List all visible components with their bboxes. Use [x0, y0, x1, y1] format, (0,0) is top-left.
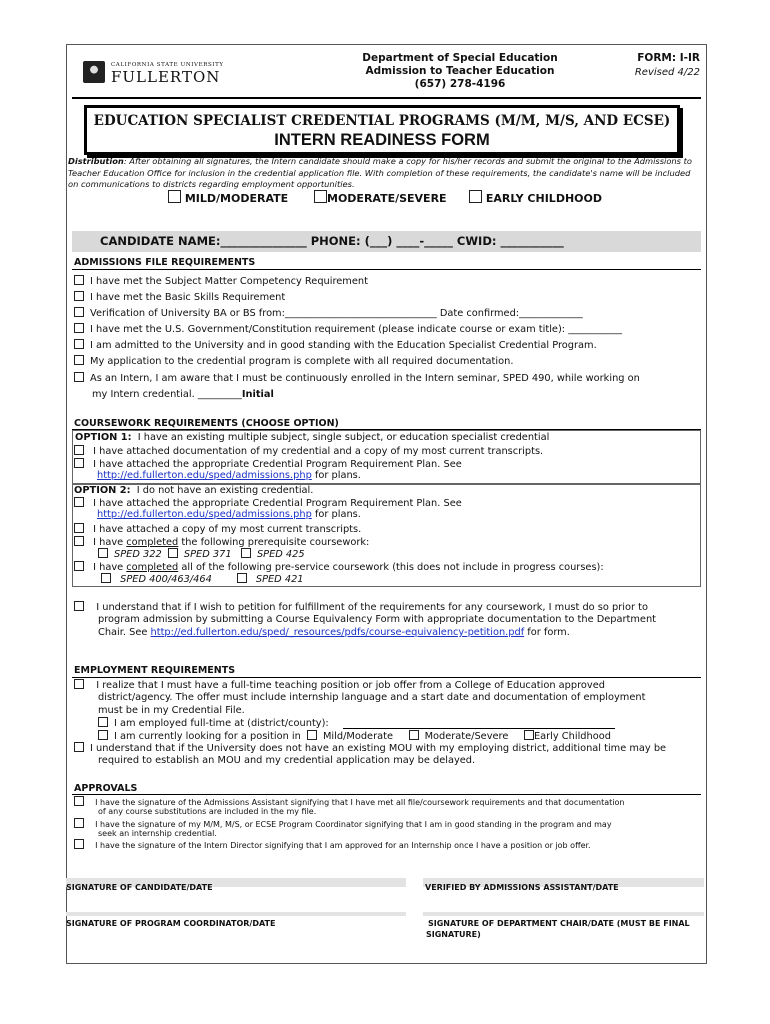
item-text: I have: [93, 537, 127, 548]
checkbox-icon[interactable]: [98, 717, 108, 727]
option-1-item[interactable]: [74, 445, 543, 457]
item-text: for plans.: [311, 509, 361, 520]
checkbox-icon[interactable]: [74, 679, 84, 689]
distribution-label: Distribution: [68, 156, 124, 166]
program-label: MILD/MODERATE: [184, 192, 289, 205]
item-text: I have attached the appropriate Credential Program Requirement Plan. See: [93, 498, 462, 509]
checkbox-icon[interactable]: [74, 307, 84, 317]
checkbox-icon[interactable]: [74, 275, 84, 285]
option-text: I do not have an existing credential.: [136, 485, 314, 496]
item-text: for plans.: [311, 470, 361, 481]
option-2-item[interactable]: [74, 561, 604, 573]
item-text: I understand that if I wish to petition for fulfillment of the requirements for any coursework, I must do so prior to: [96, 602, 648, 613]
candidate-info-line[interactable]: CANDIDATE NAME:_______________ PHONE: (___) ____-_____ CWID: ___________: [100, 234, 564, 248]
checkbox-icon[interactable]: [74, 339, 84, 349]
employment-cont: district/agency. The offer must include internship language and a start date and documentation of employment: [98, 692, 646, 703]
option-2-item[interactable]: [74, 536, 369, 548]
petition-item[interactable]: [74, 601, 648, 613]
option-label: Mild/Moderate: [322, 731, 393, 742]
approval-cont: seek an internship credential.: [98, 829, 217, 838]
section-rule: [72, 794, 701, 795]
checkbox-icon[interactable]: [98, 548, 108, 558]
coursework-heading: COURSEWORK REQUIREMENTS (CHOOSE OPTION): [74, 418, 339, 429]
item-text: I have attached the appropriate Credential Program Requirement Plan. See: [93, 459, 462, 470]
coordinator-signature-label: SIGNATURE OF PROGRAM COORDINATOR/DATE: [66, 919, 276, 928]
checkbox-icon[interactable]: [168, 548, 178, 558]
department-block: [340, 52, 580, 91]
distribution-note: [68, 156, 700, 191]
dept-office: Admission to Teacher Education: [365, 65, 555, 77]
item-text: I realize that I must have a full-time teaching position or job offer from a College of Education approved: [96, 680, 605, 691]
checkbox-icon[interactable]: [237, 573, 247, 583]
checkbox-icon[interactable]: [409, 730, 419, 740]
option-2-item[interactable]: [74, 523, 361, 535]
item-text: I have met the Basic Skills Requirement: [90, 292, 286, 303]
admissions-item[interactable]: [74, 323, 622, 335]
page-title: INTERN READINESS FORM: [274, 131, 490, 149]
option-text: I have an existing multiple subject, single subject, or education specialist credential: [137, 432, 550, 443]
item-text: I have attached a copy of my most current transcripts.: [93, 524, 362, 535]
header-rule: [72, 97, 701, 99]
mou-cont: required to establish an MOU and my credential application may be delayed.: [98, 755, 476, 766]
item-text: Chair. See: [98, 627, 151, 638]
approval-item[interactable]: [74, 839, 591, 850]
item-text: for form.: [524, 627, 570, 638]
item-text: I have met the U.S. Government/Constitution requirement (please indicate course or exam title): ___________: [90, 324, 623, 335]
candidate-signature-label: SIGNATURE OF CANDIDATE/DATE: [66, 883, 213, 892]
approvals-heading: APPROVALS: [74, 783, 138, 794]
item-text: I understand that if the University does not have an existing MOU with my employing district, additional time may be: [90, 743, 667, 754]
option-2-header: [74, 485, 313, 496]
form-id: FORM: I-IR: [637, 52, 700, 64]
item-text: I am employed full-time at (district/county):: [114, 718, 329, 729]
item-text-underlined: completed: [126, 537, 179, 548]
item-text[interactable]: my Intern credential. _________: [92, 389, 242, 400]
option-label: OPTION 1:: [75, 432, 132, 443]
option-label: Early Childhood: [533, 731, 611, 742]
looking-item[interactable]: [98, 730, 611, 742]
checkbox-icon[interactable]: [74, 818, 84, 828]
checkbox-icon[interactable]: [74, 372, 84, 382]
checkbox-icon[interactable]: [74, 291, 84, 301]
chair-signature-label: SIGNATURE OF DEPARTMENT CHAIR/DATE (MUST BE FINAL: [428, 919, 690, 928]
checkbox-icon[interactable]: [74, 601, 84, 611]
item-text: I have: [93, 562, 127, 573]
item-text: I am admitted to the University and in good standing with the Education Specialist Credential Program.: [90, 340, 597, 351]
district-field[interactable]: [343, 728, 615, 729]
dept-name: Department of Special Education: [362, 52, 558, 64]
approval-item[interactable]: [74, 818, 612, 829]
checkbox-icon[interactable]: [524, 730, 534, 740]
revised-date: Revised 4/22: [634, 67, 700, 78]
admissions-item[interactable]: [74, 355, 513, 367]
course-label: SPED 371: [183, 549, 232, 560]
admissions-heading: ADMISSIONS FILE REQUIREMENTS: [74, 257, 256, 268]
option-1-link-row: [97, 470, 361, 481]
admissions-item[interactable]: [74, 372, 640, 384]
distribution-text: : After obtaining all signatures, the Intern candidate should make a copy for his/her records and submit the original to the Admissions to Teacher Education Office for inclusion in the credential application file. With completion of these requirements, the candidate's name will be included on communications to districts regarding employment opportunities.: [68, 156, 692, 189]
checkbox-icon[interactable]: [74, 561, 84, 571]
admissions-item[interactable]: [74, 307, 583, 319]
employed-item[interactable]: [98, 717, 329, 729]
checkbox-icon[interactable]: [74, 536, 84, 546]
employment-heading: EMPLOYMENT REQUIREMENTS: [74, 665, 236, 676]
item-text: I have the signature of the Intern Director signifying that I am approved for an Internship once I have a position or job offer.: [95, 841, 591, 850]
admissions-item-cont: [92, 389, 274, 400]
mou-item[interactable]: [74, 742, 666, 754]
admissions-item[interactable]: [74, 275, 368, 287]
program-label: EARLY CHILDHOOD: [485, 192, 602, 205]
section-rule: [72, 677, 701, 678]
chair-signature-line[interactable]: [423, 912, 704, 916]
item-text: My application to the credential program is complete with all required documentation.: [90, 356, 514, 367]
checkbox-icon[interactable]: [74, 355, 84, 365]
checkbox-icon[interactable]: [74, 458, 84, 468]
coordinator-signature-line[interactable]: [66, 912, 406, 916]
logo-small-text: CALIFORNIA STATE UNIVERSITY: [111, 62, 224, 68]
checkbox-icon[interactable]: [74, 742, 84, 752]
course-label: SPED 322: [114, 549, 162, 560]
checkbox-icon[interactable]: [168, 190, 181, 203]
option-1-header: [75, 432, 549, 443]
prereq-row: [98, 548, 305, 560]
checkbox-icon[interactable]: [469, 190, 482, 203]
course-label: SPED 421: [255, 574, 304, 585]
item-text: I have the signature of the Admissions Assistant signifying that I have met all file/coursework requirements and that documentation: [95, 798, 625, 807]
program-option-ms[interactable]: [314, 190, 447, 205]
initial-label: Initial: [241, 389, 274, 400]
employment-item[interactable]: [74, 679, 605, 691]
admissions-item[interactable]: [74, 339, 597, 351]
program-label: MODERATE/SEVERE: [327, 192, 447, 205]
option-label: Moderate/Severe: [424, 731, 509, 742]
petition-cont: program admission by submitting a Course Equivalency Form with appropriate documentation to the Department: [98, 614, 657, 625]
admissions-link[interactable]: http://ed.fullerton.edu/sped/admissions.php: [97, 509, 312, 520]
checkbox-icon[interactable]: [74, 523, 84, 533]
chair-signature-label-cont: SIGNATURE): [426, 930, 481, 939]
petition-link[interactable]: http://ed.fullerton.edu/sped/_resources/pdfs/course-equivalency-petition.pdf: [150, 627, 525, 638]
university-seal-icon: [83, 61, 105, 83]
admissions-link[interactable]: http://ed.fullerton.edu/sped/admissions.php: [97, 470, 312, 481]
checkbox-icon[interactable]: [307, 730, 317, 740]
logo-fullerton: FULLERTON: [111, 68, 221, 86]
option-2-link-row: [97, 509, 361, 520]
dept-phone: (657) 278-4196: [414, 78, 506, 90]
option-2-item[interactable]: [74, 497, 462, 509]
petition-cont: [98, 627, 570, 638]
course-label: SPED 425: [256, 549, 305, 560]
item-text: Verification of University BA or BS from:_______________________________ Date confirmed:_____________: [90, 308, 583, 319]
item-text: I have met the Subject Matter Competency Requirement: [90, 276, 368, 287]
checkbox-icon[interactable]: [74, 323, 84, 333]
checkbox-icon[interactable]: [101, 573, 111, 583]
item-text: the following prerequisite coursework:: [178, 537, 370, 548]
option-label: OPTION 2:: [74, 485, 131, 496]
item-text: I have attached documentation of my credential and a copy of my most current transcripts.: [93, 446, 544, 457]
item-text: I have the signature of my M/M, M/S, or ECSE Program Coordinator signifying that I am in good standing in the program and may: [95, 820, 612, 829]
option-1-item[interactable]: [74, 458, 462, 470]
section-rule: [72, 269, 701, 270]
checkbox-icon[interactable]: [74, 497, 84, 507]
checkbox-icon[interactable]: [314, 190, 327, 203]
program-option-ec[interactable]: [469, 190, 602, 205]
item-text: I am currently looking for a position in: [114, 731, 301, 742]
checkbox-icon[interactable]: [74, 839, 84, 849]
checkbox-icon[interactable]: [74, 796, 84, 806]
approval-item[interactable]: [74, 796, 624, 807]
checkbox-icon[interactable]: [74, 445, 84, 455]
approval-cont: of any course substitutions are included in the my file.: [98, 807, 317, 816]
item-text-underlined: completed: [126, 562, 179, 573]
program-option-mm[interactable]: [168, 190, 288, 205]
course-label: SPED 400/463/464: [120, 574, 212, 585]
preservice-row: [101, 573, 304, 585]
page-subtitle: EDUCATION SPECIALIST CREDENTIAL PROGRAMS (M/M, M/S, AND ECSE): [93, 113, 671, 129]
verified-signature-label: VERIFIED BY ADMISSIONS ASSISTANT/DATE: [425, 883, 619, 892]
checkbox-icon[interactable]: [241, 548, 251, 558]
item-text: all of the following pre-service coursework (this does not include in progress courses):: [178, 562, 604, 573]
checkbox-icon[interactable]: [98, 730, 108, 740]
admissions-item[interactable]: [74, 291, 285, 303]
item-text: As an Intern, I am aware that I must be continuously enrolled in the Intern seminar, SPED 490, while working on: [90, 373, 640, 384]
employment-cont: must be in my Credential File.: [98, 705, 245, 716]
